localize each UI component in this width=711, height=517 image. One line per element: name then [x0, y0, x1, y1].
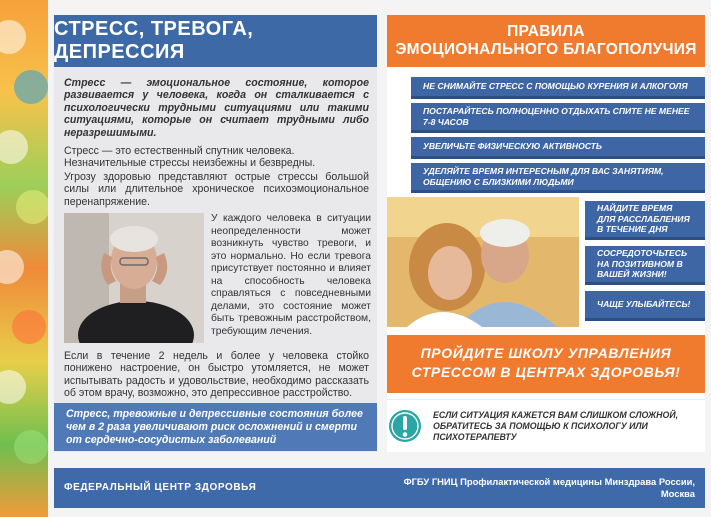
happy-couple-illustration	[387, 197, 579, 327]
rule-item: НАЙДИТЕ ВРЕМЯ ДЛЯ РАССЛАБЛЕНИЯ В ТЕЧЕНИЕ ДНЯ	[585, 201, 705, 240]
stress-paragraph-1: Стресс — это естественный спутник человека. Незначительные стрессы неизбежны и безвредны.	[64, 145, 316, 170]
organization-line-2: Москва	[660, 488, 695, 499]
wellbeing-rules-section	[387, 15, 705, 452]
psychologist-advice: ЕСЛИ СИТУАЦИЯ КАЖЕТСЯ ВАМ СЛИШКОМ СЛОЖНОЙ, ОБРАТИТЕСЬ ЗА ПОМОЩЬЮ К ПСИХОЛОГУ ИЛИ ПСИХОТЕРАПЕВТУ	[433, 409, 679, 442]
rule-item: НЕ СНИМАЙТЕ СТРЕСС С ПОМОЩЬЮ КУРЕНИЯ И АЛКОГОЛЯ	[411, 77, 705, 99]
organization-credit	[375, 476, 695, 500]
rule-item: ЧАЩЕ УЛЫБАЙТЕСЬ!	[585, 291, 705, 321]
happy-couple-photo	[387, 197, 579, 327]
footer	[54, 468, 705, 508]
rule-item: УДЕЛЯЙТЕ ВРЕМЯ ИНТЕРЕСНЫМ ДЛЯ ВАС ЗАНЯТИЯМ, ОБЩЕНИЮ С БЛИЗКИМИ ЛЮДЬМИ	[411, 163, 705, 193]
leaflet-page	[48, 0, 711, 517]
cta-line-1: ПРОЙДИТЕ ШКОЛУ УПРАВЛЕНИЯ	[420, 345, 672, 361]
stress-school-banner	[387, 335, 705, 393]
decor-circle	[14, 430, 48, 464]
decor-circle	[0, 250, 24, 284]
organization-line-1: ФГБУ ГНИЦ Профилактической медицины Минздрава России,	[403, 476, 695, 487]
decor-circle	[0, 130, 28, 164]
federal-health-center-label: ФЕДЕРАЛЬНЫЙ ЦЕНТР ЗДОРОВЬЯ	[64, 482, 257, 493]
decor-circle	[0, 20, 26, 54]
depression-paragraph: Если в течение 2 недель и более у человека стойко понижено настроение, он быстро утомляется, не может испытывать радость и удовольствие, необходимо рассказать об этом врачу, возможно, это депрессивное расстройство.	[64, 350, 369, 400]
exclamation-icon	[387, 408, 423, 444]
decorative-side-strip	[0, 0, 48, 517]
risk-note: Стресс, тревожные и депрессивные состояния более чем в 2 раза увеличивают риск осложнений и смерти от сердечно-сосудистых заболеваний	[54, 403, 377, 451]
rule-item: УВЕЛИЧЬТЕ ФИЗИЧЕСКУЮ АКТИВНОСТЬ	[411, 137, 705, 159]
rule-item: ПОСТАРАЙТЕСЬ ПОЛНОЦЕННО ОТДЫХАТЬ СПИТЕ НЕ МЕНЕЕ 7-8 ЧАСОВ	[411, 103, 705, 133]
decor-circle	[12, 310, 46, 344]
decor-circle	[16, 190, 48, 224]
decor-circle	[0, 370, 26, 404]
rules-title-line-2: ЭМОЦИОНАЛЬНОГО БЛАГОПОЛУЧИЯ	[395, 41, 697, 58]
rules-title	[387, 15, 705, 67]
stress-title: СТРЕСС, ТРЕВОГА, ДЕПРЕССИЯ	[54, 15, 377, 67]
anxiety-paragraph: У каждого человека в ситуации неопределенности может возникнуть чувство тревоги, и это нормально. Но если тревога присутствует постоянно и влияет на способность человека справляться с повседневными делами, это состояние может быть тревожным расстройством, требующим лечения.	[211, 213, 371, 337]
stress-section	[54, 15, 377, 452]
stressed-man-illustration	[64, 213, 204, 343]
help-info-box	[387, 399, 705, 452]
stress-paragraph-2: Угрозу здоровью представляют острые стрессы большой силы или длительное хроническое психоэмоциональное перенапряжение.	[64, 171, 369, 208]
stressed-man-photo	[64, 213, 204, 343]
decor-circle	[14, 70, 48, 104]
cta-line-2: СТРЕССОМ В ЦЕНТРАХ ЗДОРОВЬЯ!	[411, 364, 681, 380]
info-icon-container	[387, 400, 423, 453]
rule-item: СОСРЕДОТОЧЬТЕСЬ НА ПОЗИТИВНОМ В ВАШЕЙ ЖИЗНИ!	[585, 246, 705, 285]
rules-title-line-1: ПРАВИЛА	[507, 23, 585, 40]
stress-definition: Стресс — эмоциональное состояние, которое развивается у человека, когда он сталкивается с психологически трудными ситуациями или такими ситуациями, которые он считает трудными либо неразрешимыми.	[64, 77, 369, 139]
